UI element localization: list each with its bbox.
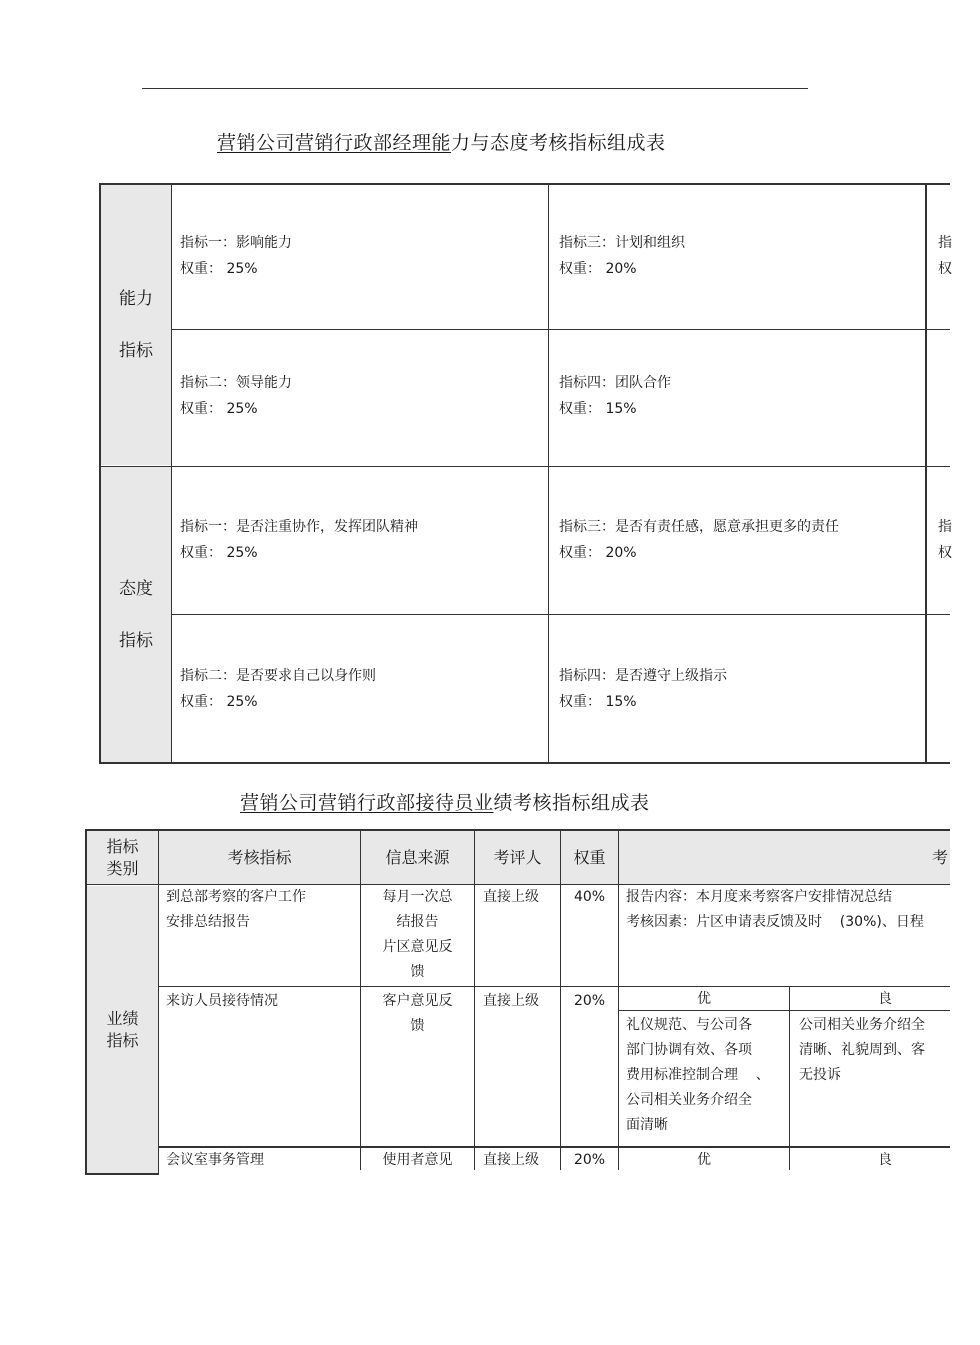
category-ability-line1: 能力 [119,289,153,309]
cell-text: 公司相关业务介绍全 [626,1092,752,1108]
cell-text: 优 [697,1152,711,1168]
table-row-2-good-desc [799,1013,925,1088]
header-content [619,831,950,884]
header-evaluator [475,831,560,884]
cell-text: 会议室事务管理 [166,1152,264,1168]
table1-divider [925,183,927,764]
cell-text: 安排总结报告 [166,914,250,930]
indicator-weight: 权重： 25% [180,261,258,277]
indicator-name: 指标四：是否遵守上级指示 [559,668,727,684]
indicator-name: 指标三：是否有责任感，愿意承担更多的责任 [559,519,839,535]
header-weight [561,831,618,884]
title-2-rest: 绩考核指标组成表 [493,792,650,814]
cell-text: 部门协调有效、各项 [626,1042,752,1058]
cell-text: 直接上级 [483,889,539,905]
attitude-indicator-2 [172,663,376,715]
attitude-indicator-1 [172,514,418,566]
table-row-2-source [361,989,474,1039]
table-row-2-evaluator [483,989,539,1014]
cell-text: 直接上级 [483,1152,539,1168]
indicator-weight: 权重： 20% [559,261,637,277]
table1-divider [548,183,549,764]
page-title-1 [217,128,666,155]
table2-bottom-border [85,1173,158,1175]
ability-indicator-5-clipped [930,230,952,282]
cell-text: 直接上级 [483,993,539,1009]
title-2-underlined: 营销公司营销行政部接待员业 [240,792,494,814]
table-row-1-indicator [166,885,306,935]
cell-text: 40% [573,889,606,905]
table-row-1-evaluator [483,885,539,910]
header-text: 考核指标 [227,847,292,867]
cell-text: 无投诉 [799,1067,841,1083]
cell-text: 面清晰 [626,1117,668,1133]
cell-text: 到总部考察的客户工作 [166,889,306,905]
table2-divider [789,987,790,1170]
header-category [87,831,158,884]
indicator-weight: 权重： 15% [559,694,637,710]
indicator-weight: 权重： 20% [559,545,637,561]
indicator-weight: 权重： 15% [559,401,637,417]
cell-text: 清晰、礼貌周到、客 [799,1042,925,1058]
table1-left-border [99,183,101,764]
cell-text: 结报告 [396,914,439,930]
category-text: 指标 [106,1030,139,1050]
category-performance [87,886,158,1173]
header-indicator [159,831,360,884]
cell-text: 优 [697,991,711,1007]
table-row-1-content [626,885,924,935]
indicator-name: 指标二：是否要求自己以身作则 [180,668,376,684]
cell-text: 考核因素：片区申请表反馈及时 (30%)、日程 [626,914,924,930]
cell-text: 良 [878,1152,892,1168]
table-row-3-grade-good [790,1149,980,1171]
header-text: 考 [931,847,948,867]
ability-attitude-table [99,183,950,764]
table-row-1-weight [561,885,618,910]
title-1-underlined: 营销公司营销行政部经理能 [217,132,452,154]
header-text: 权重 [573,847,606,867]
cell-text: 每月一次总 [382,889,453,905]
table2-divider [474,829,475,1170]
header-text: 指标 [106,836,139,856]
indicator-name: 指标一：是否注重协作，发挥团队精神 [180,519,418,535]
cell-text: 客户意见反 [382,993,453,1009]
cell-text: 使用者意见 [382,1152,453,1168]
table-row-3-evaluator [483,1149,539,1171]
cell-text: 报告内容：本月度来考察客户安排情况总结 [626,889,892,905]
category-ability-line2: 指标 [119,341,153,361]
table-row-3-grade-excellent [619,1149,789,1171]
table2-left-border [85,829,87,1175]
table-row-1-source [361,885,474,985]
ability-indicator-3 [551,230,685,282]
indicator-weight: 权 [938,545,952,561]
table-row-3-source [361,1149,474,1171]
table1-bottom-border [99,762,950,764]
table-row-2-indicator [166,989,278,1014]
table2-top-border [85,829,950,831]
cell-text: 良 [878,991,892,1007]
category-attitude-line1: 态度 [119,578,153,599]
indicator-name: 指 [938,235,952,251]
category-text: 业绩 [106,1008,139,1028]
attitude-indicator-5-clipped [930,514,952,566]
ability-indicator-1 [172,230,292,282]
indicator-weight: 权 [938,261,952,277]
indicator-name: 指标三：计划和组织 [559,235,685,251]
cell-text: 20% [573,993,606,1009]
cell-text: 礼仪规范、与公司各 [626,1017,752,1033]
indicator-weight: 权重： 25% [180,545,258,561]
table-row-2-excellent-desc [626,1013,770,1138]
title-1-rest: 力与态度考核指标组成表 [451,132,666,154]
table-row-3-weight [561,1149,618,1171]
header-text: 类别 [106,858,139,878]
table1-row-divider [99,466,950,467]
attitude-indicator-3 [551,514,839,566]
indicator-name: 指标二：领导能力 [180,375,292,391]
ability-indicator-4 [551,370,671,422]
indicator-name: 指标四：团队合作 [559,375,671,391]
header-rule [142,88,808,89]
attitude-indicator-4 [551,663,727,715]
cell-text: 片区意见反 [382,939,453,955]
table-row-2-grade-excellent [619,988,789,1010]
table-row-2-weight [561,989,618,1014]
indicator-name: 指标一：影响能力 [180,235,292,251]
category-ability [101,185,171,465]
indicator-weight: 权重： 25% [180,401,258,417]
cell-text: 20% [573,1152,606,1168]
cell-text: 公司相关业务介绍全 [799,1017,925,1033]
table2-row-divider [158,1146,950,1148]
table-row-3-indicator [166,1149,264,1171]
header-text: 考评人 [493,847,542,867]
table2-row-divider [158,986,950,987]
cell-text: 来访人员接待情况 [166,993,278,1009]
table1-row-divider [171,614,950,615]
header-text: 信息来源 [385,847,450,867]
cell-text: 馈 [410,1018,425,1034]
indicator-name: 指 [938,519,952,535]
indicator-weight: 权重： 25% [180,694,258,710]
category-attitude [101,467,171,762]
table1-row-divider [171,329,950,330]
table2-divider [158,829,159,1175]
cell-text: 费用标准控制合理 、 [626,1067,770,1083]
ability-indicator-2 [172,370,292,422]
table1-top-border [99,183,950,185]
header-source [361,831,474,884]
category-attitude-line2: 指标 [119,630,153,651]
cell-text: 馈 [410,964,425,980]
performance-table [85,829,950,1175]
table-row-2-grade-good [790,988,980,1010]
page-title-2 [240,788,650,815]
table2-row-divider [618,1010,950,1011]
